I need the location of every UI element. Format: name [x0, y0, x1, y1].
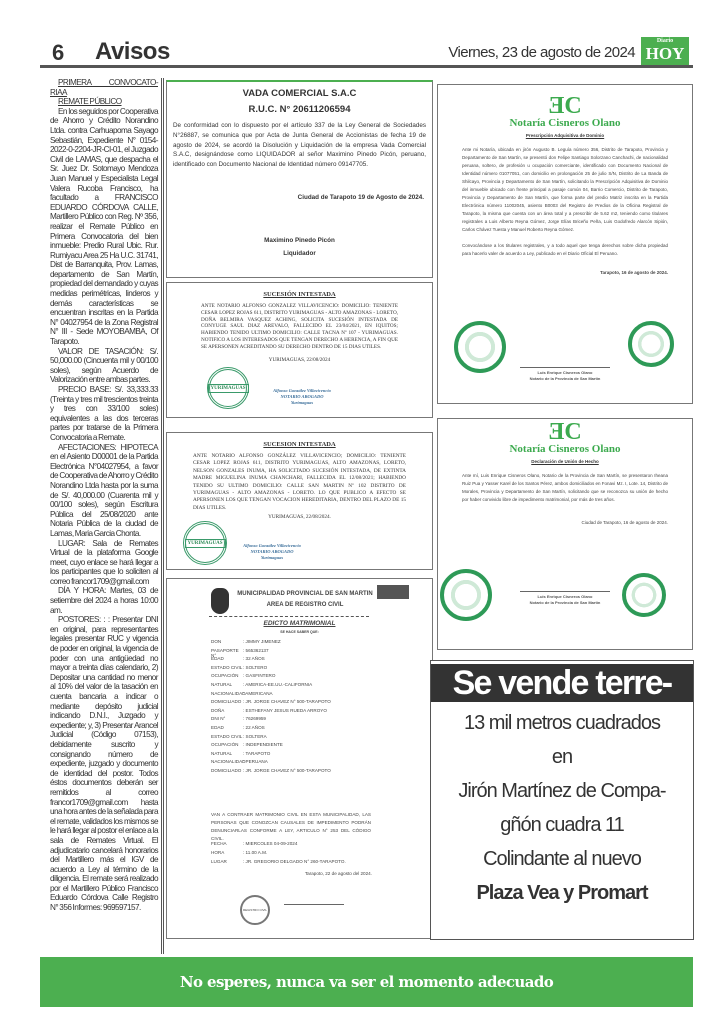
ad-line: [431, 740, 693, 774]
signature-line: [284, 904, 344, 912]
area-name: AREA DE REGISTRO CIVIL: [266, 602, 344, 608]
field-row: [211, 648, 401, 657]
ad-highlight-text: Plaza Vea y Promart: [476, 882, 648, 904]
edicto-body: VAN A CONTRAER MATRIMONIO CIVIL EN ESTA MUNICIPALIDAD, LAS PERSONAS QUE CONOZCAN CAUSALES DE IMPEDIMENTO PODRÁN DENUNCIARLAS CONFORME A LEY, ARTICULO N° 253 DEL CÓDIGO CIVIL.: [211, 812, 371, 841]
notary-seal-icon: [183, 521, 227, 565]
remate-paragraph: PRECIO BASE: S/. 33,333.33 (Treinta y tres mil trescientos treinta y tres con 33/100 soles) equivalentes a las dos terceras partes por tratarse de la Primera Convocatoria a Remate.: [50, 385, 158, 442]
field-label: PASAPORTE N°: [211, 647, 239, 658]
newspaper-logo: [641, 37, 689, 65]
remate-paragraph: DÍA Y HORA: Martes, 03 de setiembre del 2024 a horas 10:00 am.: [50, 586, 158, 615]
edicto-matrimonial: [166, 578, 433, 939]
issue-date: Viernes, 23 de agosto de 2024: [448, 44, 635, 61]
logo-small-text: Diario: [656, 38, 674, 44]
notice-body: ANTE NOTARIO ALFONSO GONZÁLEZ VILLAVICENCIO; DOMICILIO: TENIENTE CESAR LOPEZ ROJAS 611, DISTRITO YURIMAGUAS, ALTO AMAZONAS, LORETO, NELSON GONZALES INUMA, HA SOLICITADO SUCESIÓN INTESTADA, DE EXTINTA MADRE MIGUELINA INUMA CHANCHARI, FALLECIDA EL 12/08/2021; HABIENDO TENIDO SU ULTIMO DOMICILIO: CALLE SAN MARTIN Nº 102 DISTRITO DE YURIMAGUAS - ALTO AMAZONAS - LORETO. LO QUE PUBLICO A EFECTO SE APERSONEN LOS QUE TENGAN VOCACION HEREDITARIA, DENTRO DEL PLAZO DE 15 DIAS UTILES.: [193, 453, 406, 511]
field-label: ESTADO CIVIL: [211, 664, 243, 670]
field-row: [211, 716, 401, 725]
field-row: [211, 656, 401, 665]
ad-line: [431, 808, 693, 842]
ad-line-text: Colindante al nuevo: [483, 848, 641, 870]
field-label: HORA: [211, 850, 225, 855]
field-value: : JR. GREGORIO DELGADO N° 260-TARAPOTO.: [243, 859, 346, 864]
field-row: [211, 751, 401, 760]
notaria-name: Notaría Cisneros Olano: [509, 443, 621, 455]
company-name: VADA COMERCIAL S.A.C: [242, 88, 357, 99]
column-divider: [161, 78, 164, 954]
edicto-subtitle: SE HACE SABER QUE:: [280, 630, 319, 634]
field-value: : INDEPENDIENTE: [243, 742, 283, 748]
field-row: [211, 841, 401, 850]
ad-line-text: Jirón Martínez de Compa-: [458, 780, 666, 802]
city-date: Ciudad de Tarapoto 19 de Agosto de 2024.: [297, 193, 424, 201]
notary-title: NOTARIO ABOGADO: [250, 549, 294, 554]
notary-seal-icon: [628, 321, 674, 367]
field-row: [211, 699, 401, 708]
city-date: Tarapoto, 16 de agosto de 2024.: [600, 270, 668, 275]
notary-name: Alfonso González Villavicencio: [273, 388, 331, 393]
field-label: NACIONALIDAD: [211, 759, 246, 765]
ad-line: [431, 706, 693, 740]
field-label: NATURAL: [211, 750, 233, 756]
field-row: [211, 691, 401, 700]
remate-paragraph: En los seguidos por Cooperativa de Ahorro y Crédito Norandino Ltda. contra Carhuapoma Sayago Sebastián, Expediente N° 0154-2022-0-2204-JR-CI-01, el Juzgado Civil de LAMAS, que despacha el Sr. Juez Dr. Sotomayo Mendoza Juan Manuel y Especialista Legal Valera Rucoba Francisco, ha facultado a FRANCISCO EDUARDO CÓRDOVA CALLE, Martillero Público con Reg. Nº 356, realizar el Remate Público en Primera Convocatoria del bien inmueble: Predio Rural Ubic. Rur. Rumiyacu Area 25 Ha U.C. 31741, Dist de Barranquita, Prov. Lamas, departamento de San Martín, propiedad del demandado y cuyas medidas perimétricas, linderos y demás características se encuentran inscritas en la Partida N° 04027954 de la Zona Registral N° III - Sede MOYOBAMBA, Of Tarapoto.: [50, 106, 158, 347]
remate-subtitle: REMATE PÚBLICO: [58, 97, 122, 107]
field-value: : 32 AÑOS: [243, 656, 265, 662]
field-value: : AMERICANA: [243, 690, 273, 696]
field-label: DNI N°: [211, 716, 226, 722]
field-value: : JIMMY JIMENEZ: [243, 639, 281, 644]
remate-title: PRIMERA CONVOCATO-RIAA: [50, 78, 158, 97]
field-label: EDAD: [211, 724, 224, 730]
field-row: [211, 639, 401, 648]
field-row: [211, 742, 401, 751]
field-label: OCUPACIÓN: [211, 673, 239, 679]
signer: Luis Enrique Cisneros Olano: [520, 367, 610, 376]
field-value: : 11.00 A.M.: [243, 850, 268, 855]
page-number: 6: [52, 40, 65, 65]
signer: Maximino Pinedo Picón: [264, 236, 335, 244]
section-title: Avisos: [95, 38, 170, 65]
place-date: Tarapoto, 22 de agosto del 2024.: [304, 871, 372, 876]
ad-line: [431, 774, 693, 808]
notice-body: Ante mi Notaría, ubicada en jirón Augusto B. Leguía número 356, Distrito de Tarapoto, Provincia y Departamento de San Martín, se presentó don Felipe Santiago Solorzano Canchachi, de nacionalidad peruana, soltero, de profesión u ocupación comerciante, identificado con Documento Nacional de Identidad número 01077051, con domicilio en prolongación 25 de julio S/N, Distrito de La Banda de Shilcayo, Provincia y Departamento de San Martín, solicitando la Prescripción Adquisitiva de Dominio del inmueble ubicado con frente principal a pasaje común 04, Barrio Comercio, Distrito de Tarapoto, Provincia y Departamento de San Martín, que forma parte del predio Matriz inscrita en la Partida Electrónica número 11002045, asiento B0003 del Registro de Predios de la Oficina Registral de Tarapoto, la misma que cuenta con un área total y a prescribir de 5.62 m2, teniendo como titulares registrales a Luis Alberto Reyna Gómez, Jorge Elías Briceño Peña, Luis Godofredo Alarcón Sipión, Carlos Chávez Tuesta y Manuel Roberto Reyna Gómez.: [462, 147, 668, 232]
seal-text: REGISTRO CIVIL: [242, 908, 267, 912]
signer: Luis Enrique Cisneros Olano: [520, 591, 610, 600]
field-value: : 565362137: [243, 647, 269, 653]
notaria-logo-icon: ƎC: [548, 419, 582, 445]
remate-paragraph: AFECTACIONES: HIPOTECA en el Asiento D00001 de la Partida Electrónica N°04027954, a favor de Cooperativa de Ahorro y Crédito Norandino Ltda hasta por la suma de S/. 40,000.00 (Cuarenta mil y 00/100 soles), según Escritura Pública del 25/08/2020 ante Notaria Pública de la ciudad de Lamas, Maria Garcia Chonta.: [50, 442, 158, 538]
place-date: YURIMAGUAS, 22/08/2024: [268, 356, 331, 363]
field-value: : JR. JORGE CHAVEZ N° 500-TARAPOTO: [243, 699, 331, 705]
ad-headline: [431, 664, 693, 702]
notary-city: Yurimaguas: [290, 400, 314, 405]
notaria-notice-2: [437, 418, 693, 650]
field-row: [211, 673, 401, 682]
city-date: Ciudad de Tarapoto, 16 de agosto de 2024.: [581, 520, 668, 525]
edicto-fields: [211, 639, 401, 777]
notice-subtitle: Declaración de Unión de Hecho: [531, 459, 599, 464]
field-label: DOMICILIADO: [211, 767, 242, 773]
field-label: LUGAR: [211, 859, 227, 864]
place-date: YURIMAGUAS, 22/08/2024.: [268, 514, 331, 521]
field-row: [211, 734, 401, 743]
field-value: : ESTHEFANY JESUS RUEDA ARROYO: [243, 707, 327, 713]
ad-highlight: [431, 876, 693, 910]
field-label: ESTADO CIVIL: [211, 733, 243, 739]
signer-role: Notario de la Provincia de San Martín: [529, 376, 601, 381]
notary-seal-icon: [454, 321, 506, 373]
field-label: OCUPACIÓN: [211, 742, 239, 748]
field-row: [211, 768, 401, 777]
field-label: DOMICILIADO: [211, 699, 242, 705]
footer-banner: No esperes, nunca va ser el momento adecuado: [40, 957, 693, 1007]
land-sale-ad: [430, 660, 694, 940]
ad-line: [431, 842, 693, 876]
signer-role: Notario de la Provincia de San Martín: [529, 600, 601, 605]
notaria-logo-icon: ƎC: [548, 93, 582, 119]
notary-signature: [267, 388, 337, 406]
notice-body-2: Convocándose a los titulares registrales, y a todo aquel que tenga derechos sobre dicha propiedad para hacerlo valer de acuerdo a Ley, publicado en el Diario Oficial El Peruano.: [462, 243, 668, 256]
field-label: DOÑA: [211, 707, 225, 713]
ad-line-text: en: [551, 746, 573, 768]
field-row: [211, 759, 401, 768]
sucesion-notice-1: [166, 282, 433, 418]
field-label: DON: [211, 639, 222, 644]
notice-subtitle: Prescripción Adquisitiva de Dominio: [525, 133, 605, 138]
org-name: MUNICIPALIDAD PROVINCIAL DE SAN MARTIN: [237, 591, 373, 597]
logo-big-text: HOY: [645, 44, 685, 63]
field-row: [211, 708, 401, 717]
field-value: : TARAPOTO: [243, 750, 271, 756]
seal-text: YURIMAGUAS: [208, 384, 249, 393]
field-label: FECHA: [211, 841, 227, 846]
notary-city: Yurimaguas: [260, 555, 284, 560]
vada-notice: [166, 80, 433, 278]
field-row: [211, 665, 401, 674]
notaria-name: Notaría Cisneros Olano: [509, 117, 621, 129]
notary-signature: [237, 543, 307, 561]
seal-text: YURIMAGUAS: [185, 539, 226, 548]
notice-body: Ante mí, Luis Enrique Cisneros Olano, Notario de la Provincia de San Martín, se presentaron Iheana Ruiz Pua y Yasser Karel de los Santos Pérez, ambos domiciliados en Fonavi Mz. I, Lote. 14, Distrito de Morales, Provincia y Departamento de San Martín, solicitando que se reconozca su unión de hecho por haber convivido libre de impedimento matrimonial, por más de tres años.: [462, 473, 668, 502]
field-value: : MIERCOLES 04-09-2024: [243, 841, 298, 846]
edicto-title: EDICTO MATRIMONIAL: [263, 620, 336, 627]
field-value: : PERUANA: [243, 759, 268, 765]
ad-line-text: gñón cuadra 11: [500, 814, 624, 836]
field-value: : SOLTERO: [243, 664, 268, 670]
field-value: : 76269959: [243, 716, 266, 722]
notary-signature: [438, 367, 692, 382]
ad-line-text: 13 mil metros cuadrados: [464, 712, 660, 734]
stamp-icon: [377, 585, 409, 599]
notice-title: SUCESION INTESTADA: [263, 441, 336, 448]
remate-paragraph: LUGAR: Sala de Remates Virtual de la plataforma Google meet, cuyo enlace se hará llegar a los participantes que lo soliciten al correo francor1709@gmail.com: [50, 538, 158, 586]
field-value: : GASFINTERO: [243, 673, 276, 679]
municipal-crest-icon: [211, 588, 229, 614]
notary-seal-icon: [207, 367, 249, 409]
divider: [209, 616, 369, 617]
field-value: : 22 AÑOS: [243, 724, 265, 730]
field-value: : JR. JORGE CHAVEZ N° 500-TARAPOTO: [243, 767, 331, 773]
notaria-notice-1: [437, 84, 693, 404]
notary-title: NOTARIO ABOGADO: [280, 394, 324, 399]
registry-seal-icon: [240, 895, 270, 925]
notary-name: Alfonso González Villavicencio: [243, 543, 301, 548]
field-label: NACIONALIDAD: [211, 690, 246, 696]
notice-title: SUCESIÓN INTESTADA: [263, 291, 336, 298]
remate-paragraph: VALOR DE TASACIÓN: S/. 50,000.00 (Cincuenta mil y 00/100 soles), según Acuerdo de Valorización entre ambas partes.: [50, 346, 158, 385]
field-label: NATURAL: [211, 681, 233, 687]
remate-paragraph: POSTORES: : : Presentar DNI en original, para representantes legales presentar RUC y vigencia de poder en original, la vigencia de poder con una antigüedad no mayor a treinta días calendario, 2) Depositar una cantidad no menor al 10% del valor de la tasación en cuenta bancaria a indicar o mediante depósito judicial indicando D.N.I., Juzgado y expediente; y, 3) Presentar Arancel Judicial (Código 07153), debidamente suscrito y consignando número de expediente, juzgado y documento de identidad del postor. Todos éstos documentos deberán ser remitidos al correo francor1709@gmail.com hasta una hora antes de la señalada para el remate, validados los mismos se le hará llegar al postor el enlace a la sala de Remates Virtual. El adjudicatario cancelará honorarios del Martillero más el IGV de acuerdo a Ley al término de la diligencia. El remate será realizado por el Martillero Público Francisco Eduardo Córdova Calle Registro N° 356 Informes: 969597157.: [50, 615, 158, 913]
page-header: [40, 34, 693, 68]
field-label: EDAD: [211, 656, 224, 662]
signer-role: Liquidador: [283, 249, 316, 257]
edicto-header: [235, 589, 375, 611]
edicto-event: [211, 841, 401, 868]
field-row: [211, 850, 401, 859]
remate-notice: [50, 78, 158, 913]
field-row: [211, 859, 401, 868]
field-row: [211, 682, 401, 691]
notice-body: De conformidad con lo dispuesto por el artículo 337 de la Ley General de Sociedades N°26887, se comunica que por Acta de Junta General de Accionistas de fecha 19 de agosto de 2024, se acordó la Disolución y Liquidación de la empresa Vada Comercial S.A.C, designándose como LIQUIDADOR al señor Maximino Pinedo Picón, peruano, identificado con Documento Nacional de Identidad número 09147705.: [173, 122, 426, 169]
headline-text: Se vende terre-: [452, 664, 672, 702]
field-value: : SOLTERA: [243, 733, 267, 739]
notice-body: ANTE NOTARIO ALFONSO GONZALEZ VILLAVICENCIO: DOMICILIO: TENIENTE CESAR LOPEZ ROJAS 611, DISTRITO YURIMAGUAS - ALTO AMAZONAS - LORETO, DOÑA BELMIRA VASQUEZ ACHING, SOLICITA SUCESIÓN INTESTADA DE CONYUGE SAUL DIAZ AREVALO, FALLECIDO EL 23/04/2021, EN IQUITOS; HABIENDO TENIDO ULTIMO DOMICILIO: CALLE TACNA Nº 107 - YURIMAGUAS. NOTIFICO A LOS INTERESADOS QUE TENGAN DERECHO A HERENCIA, A FIN QUE SE APERSONEN ACREDITANDO SU DERECHO DENTRO DE 15 DIAS UTILES.: [201, 303, 398, 350]
sucesion-notice-2: [166, 432, 433, 570]
field-value: : AMERICA-EE.UU.-CALIFORNIA: [243, 681, 313, 687]
notary-signature: [438, 591, 692, 606]
field-row: [211, 725, 401, 734]
ruc: R.U.C. N° 20611206594: [248, 104, 351, 115]
